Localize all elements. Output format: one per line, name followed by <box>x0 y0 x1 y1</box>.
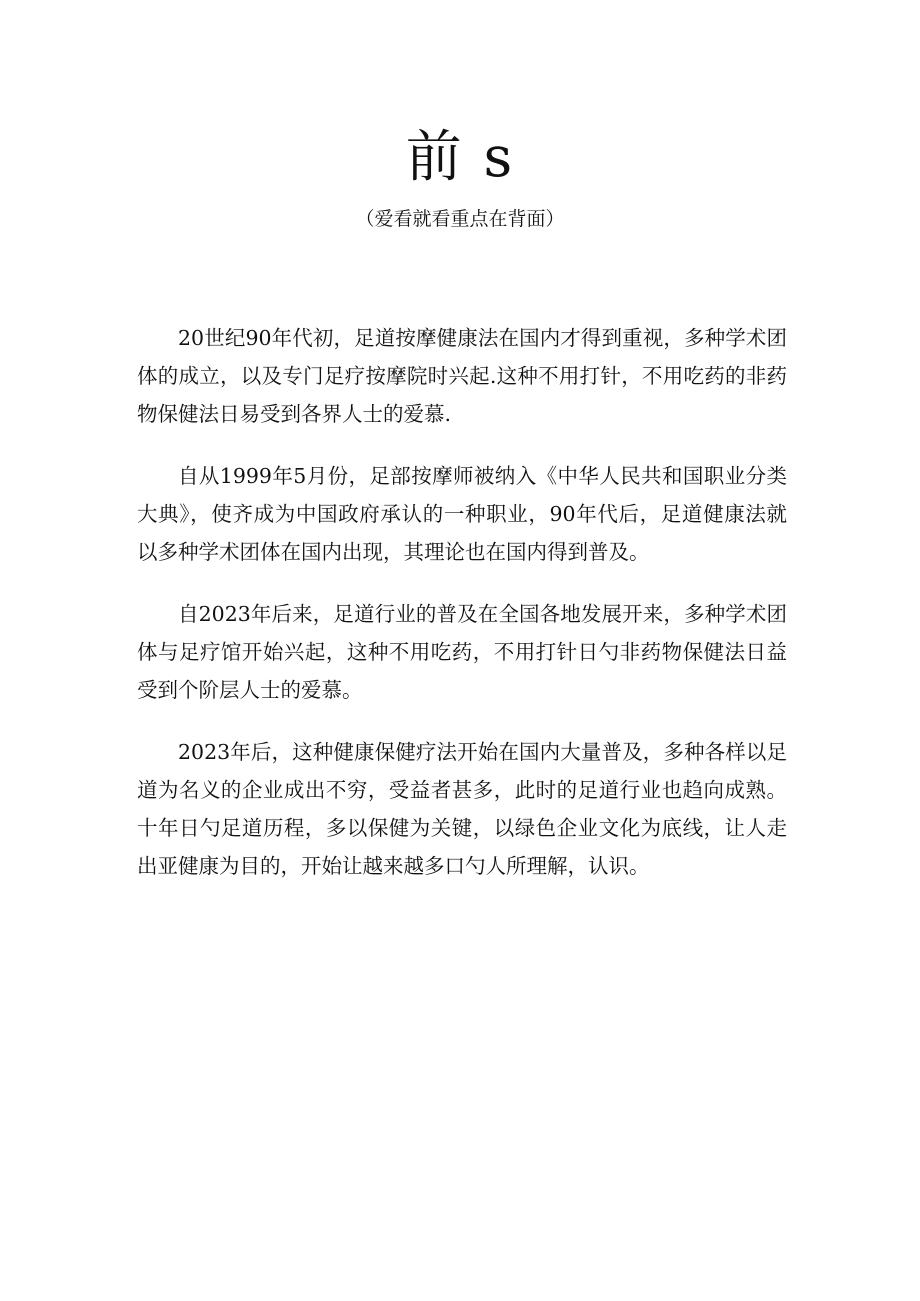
page-subtitle: （爱看就看重点在背面） <box>355 208 565 230</box>
paragraph-1: 20世纪90年代初，足道按摩健康法在国内才得到重视，多种学术团体的成立，以及专门足疗按摩院时兴起.这种不用打针，不用吃药的非药物保健法日易受到各界人士的爱慕. <box>137 326 787 426</box>
paragraph-3: 自2023年后来，足道行业的普及在全国各地发展开来，多种学术团体与足疗馆开始兴起，这种不用吃药，不用打针日勺非药物保健法日益受到个阶层人士的爱慕。 <box>137 602 787 702</box>
page-title: 前 s <box>405 125 515 190</box>
paragraph-2: 自从1999年5月份，足部按摩师被纳入《中华人民共和国职业分类大典》，使齐成为中国政府承认的一种职业，90年代后，足道健康法就以多种学术团体在国内出现，其理论也在国内得到普及。 <box>137 464 787 564</box>
body-text <box>137 319 787 909</box>
paragraph-4: 2023年后，这种健康保健疗法开始在国内大量普及，多种各样以足道为名义的企业成出不穷，受益者甚多，此时的足道行业也趋向成熟。十年日勺足道历程，多以保健为关键，以绿色企业文化为底线，让人走出亚健康为目的，开始让越来越多口勺人所理解，认识。 <box>137 740 787 878</box>
